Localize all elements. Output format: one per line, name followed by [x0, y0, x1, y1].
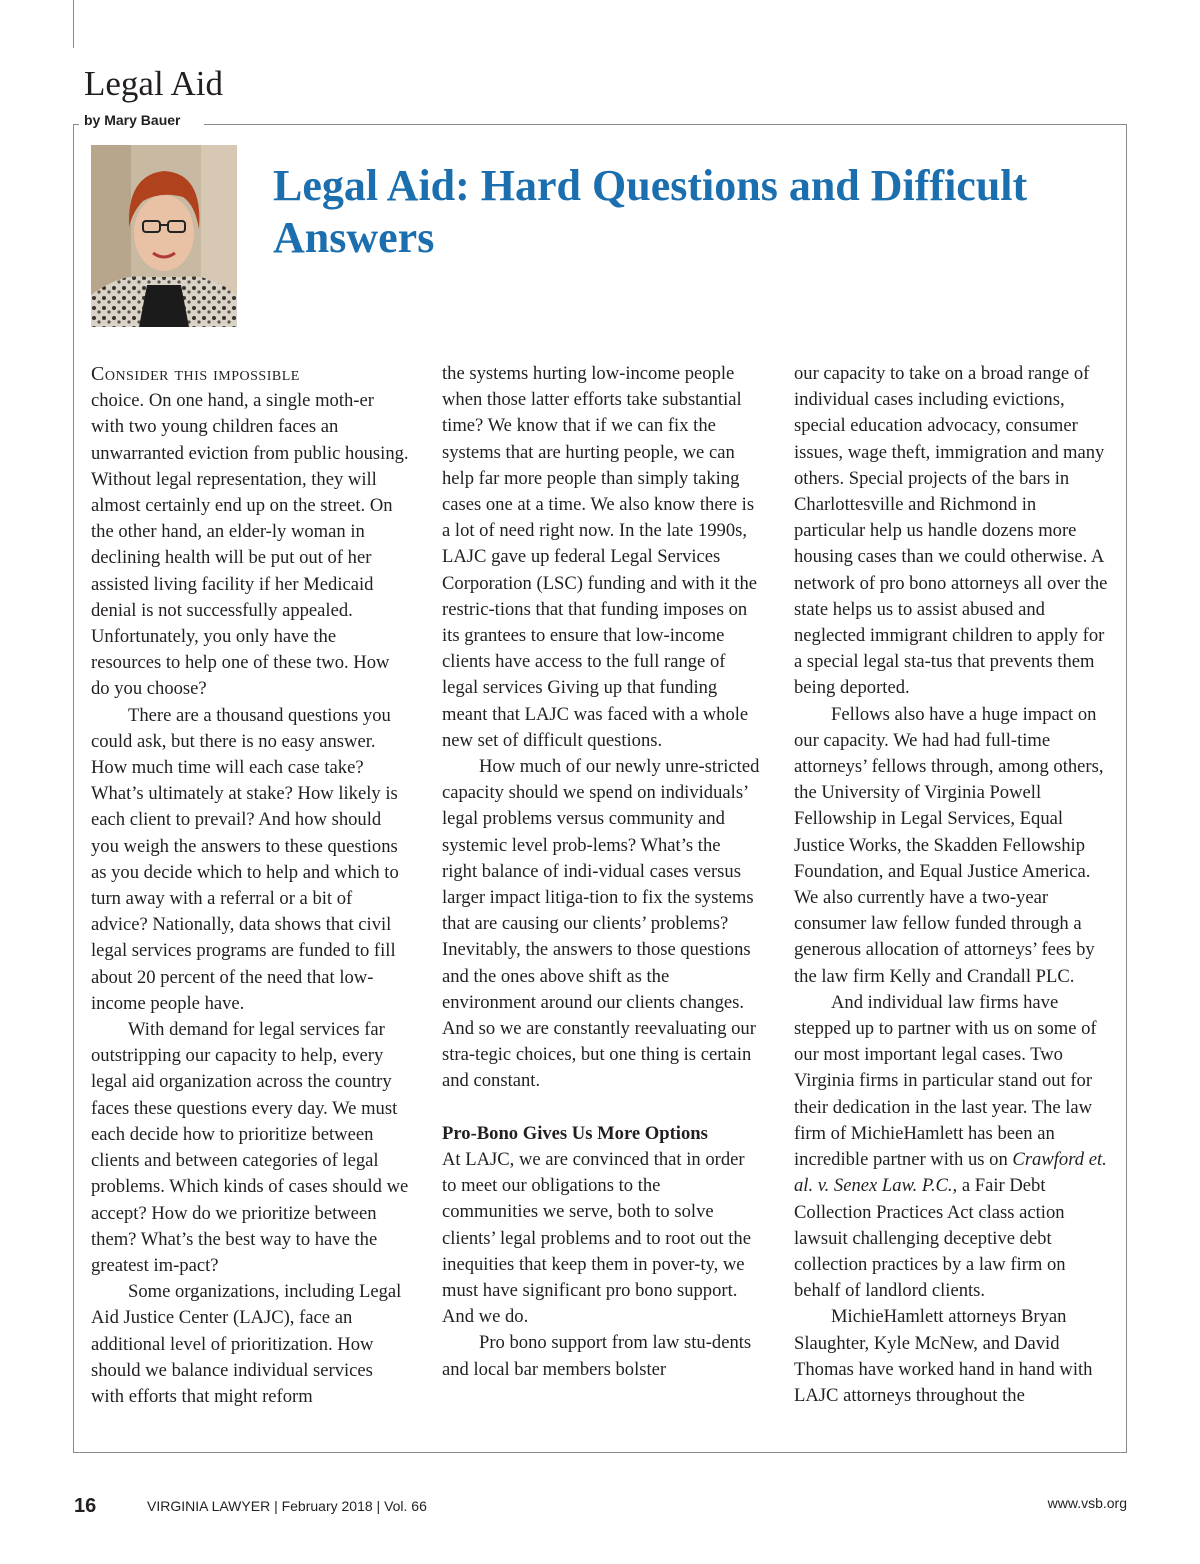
paragraph-1-text: choice. On one hand, a single moth-er with two young children faces an unwarranted eviction from public housing. Without legal representation, they will almost certainly end up on the street. On the other hand, an elder-ly woman in declining health will be put out of her assisted living facility if her Medicaid denial is not successfully appealed. Unfortunately, you only have the resources to help one of these two. How do you choose? [91, 390, 409, 700]
article-headline: Legal Aid: Hard Questions and Difficult Answers [273, 161, 1028, 262]
publication-info: VIRGINIA LAWYER | February 2018 | Vol. 66 [147, 1498, 427, 1514]
section-kicker: Legal Aid [84, 64, 223, 103]
paragraph-11 [794, 990, 1112, 1304]
author-photo [91, 145, 237, 327]
page-number: 16 [74, 1495, 97, 1517]
frame-top-rule-left [73, 124, 79, 125]
paragraph-9: our capacity to take on a broad range of individual cases including evictions, special education advocacy, consumer issues, wage theft, immigration and many others. Special projects of the bars in Charlottesville and Richmond in particular help us handle dozens more housing cases than we could otherwise. A network of pro bono attorneys all over the state helps us to assist abused and neglected immigrant children to apply for a special legal sta-tus that prevents them being deported. [794, 363, 1108, 699]
paragraph-6: How much of our newly unre-stricted capacity should we spend on individuals’ legal problems versus community and systemic level prob-lems? What’s the right balance of indi-vidual cases versus larger impact litiga-tion to fix the systems that are causing our clients’ problems? Inevitably, the answers to those questions and the ones above shift as the environment around our clients changes. And so we are constantly reevaluating our stra-tegic choices, but one thing is certain and constant. [442, 756, 760, 1092]
paragraph-3: With demand for legal services far outstripping our capacity to help, every legal aid organization across the country faces these questions every day. We must each decide how to prioritize between clients and between categories of legal problems. Which kinds of cases should we accept? How do we prioritize between them? What’s the best way to have the greatest im-pact? [91, 1019, 409, 1276]
paragraph-2: There are a thousand questions you could ask, but there is no easy answer. How much time will each case take? What’s ultimately at stake? How likely is each client to prevail? And how should you weigh the answers to these questions as you decide which to help and which to turn away with a referral or a bit of advice? Nationally, data shows that civil legal services programs are funded to fill about 20 percent of the need that low-income people have. [91, 704, 399, 1014]
paragraph-7: At LAJC, we are convinced that in order to meet our obligations to the communities we serve, both to solve clients’ legal problems and to root out the inequities that keep them in pover-ty, we must have significant pro bono support. And we do. [442, 1148, 751, 1328]
paragraph-10: Fellows also have a huge impact on our capacity. We had had full-time attorneys’ fellows through, among others, the University of Virginia Powell Fellowship in Legal Services, Equal Justice Works, the Skadden Fellowship Foundation, and Equal Justice America. We also currently have a two-year consumer law fellow funded through a generous allocation of attorneys’ fees by the law firm Kelly and Crandall PLC. [794, 703, 1104, 987]
section-subhead: Pro-Bono Gives Us More Options [442, 1122, 708, 1144]
lead-paragraph [91, 361, 409, 703]
paragraph-12: MichieHamlett attorneys Bryan Slaughter, Kyle McNew, and David Thomas have worked hand in hand with LAJC attorneys throughout the [794, 1306, 1093, 1406]
frame-top-rule [204, 124, 1127, 125]
paragraph-11-tail: a Fair Debt Collection Practices Act class action lawsuit challenging deceptive debt collection practices by a law firm on behalf of landlord clients. [794, 1175, 1066, 1302]
publisher-url: www.vsb.org [1047, 1495, 1127, 1511]
byline: by Mary Bauer [84, 112, 181, 128]
paragraph-8: Pro bono support from law stu-dents and local bar members bolster [442, 1332, 752, 1380]
article-column-1 [91, 361, 409, 1410]
article-column-3 [794, 361, 1112, 1409]
paragraph-4: Some organizations, including Legal Aid Justice Center (LAJC), face an additional level of prioritization. How should we balance individual services with efforts that might reform [91, 1281, 402, 1407]
lead-smallcaps: Consider this impossible [91, 363, 300, 385]
top-vertical-rule [73, 0, 74, 48]
paragraph-5: the systems hurting low-income people when those latter efforts take substantial time? We know that if we can fix the systems that are hurting people, we can help far more people than simply taking cases one at a time. We also know there is a lot of need right now. In the late 1990s, LAJC gave up federal Legal Services Corporation (LSC) funding and with it the restric-tions that that funding imposes on its grantees to ensure that low-income clients have access to the full range of legal services Giving up that funding meant that LAJC was faced with a whole new set of difficult questions. [442, 363, 758, 751]
paragraph-11-text: And individual law firms have stepped up to partner with us on some of our most important legal cases. Two Virginia firms in particular stand out for their dedication in the last year. The law firm of MichieHamlett has been an incredible partner with us on [794, 991, 1097, 1171]
article-column-2 [442, 361, 760, 1383]
case-citation: Crawford et. al. v. Senex Law. P.C., [794, 1149, 1107, 1197]
